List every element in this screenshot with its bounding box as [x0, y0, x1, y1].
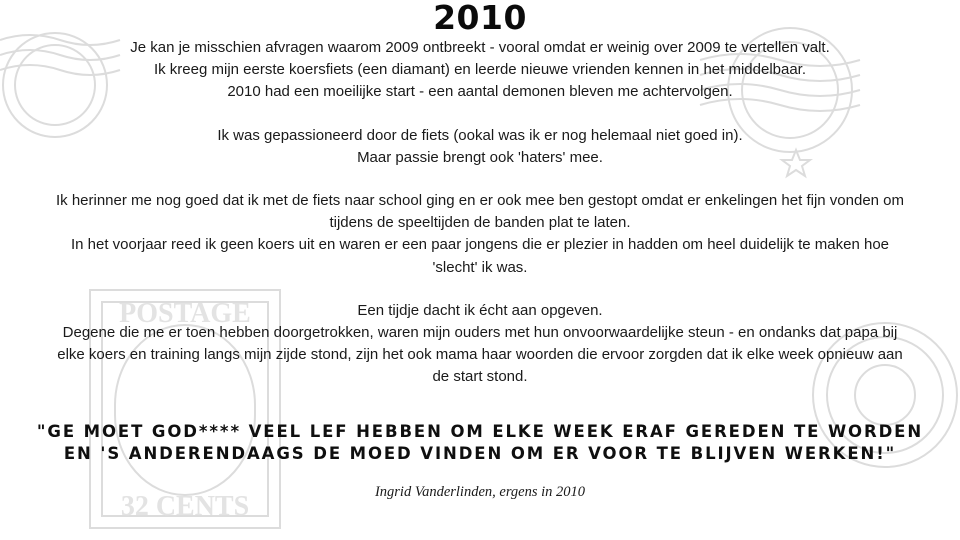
page-title: 2010	[433, 0, 527, 37]
text-line: Degene die me er toen hebben doorgetrokken, waren mijn ouders met hun onvoorwaardelijke steun - en ondanks dat papa bij	[62, 324, 898, 342]
stamp-bottom-label: 32 CENTS	[120, 491, 250, 522]
text-line: de start stond.	[432, 368, 528, 386]
quote-line: "GE MOET GOD**** VEEL LEF HEBBEN OM ELKE WEEK ERAF GEREDEN TE WORDEN	[36, 422, 924, 441]
text-line: Ik kreeg mijn eerste koersfiets (een diamant) en leerde nieuwe vrienden kennen in het middelbaar.	[153, 61, 807, 79]
story-body	[0, 37, 960, 389]
text-line: Een tijdje dacht ik écht aan opgeven.	[357, 301, 603, 319]
text-line: Ik was gepassioneerd door de fiets (ookal was ik er nog helemaal niet goed in).	[217, 126, 743, 144]
text-line: Ik herinner me nog goed dat ik met de fiets naar school ging en er ook mee ben gestopt omdat er enkelingen het fijn vonden om	[55, 192, 905, 210]
text-line: 'slecht' ik was.	[432, 258, 528, 276]
pull-quote	[0, 421, 960, 465]
text-line: In het voorjaar reed ik geen koers uit en waren er een paar jongens die er plezier in hadden om heel duidelijk te maken hoe	[70, 236, 889, 254]
quote-attribution: Ingrid Vanderlinden, ergens in 2010	[374, 484, 586, 500]
text-line: 2010 had een moeilijke start - een aantal demonen bleven me achtervolgen.	[227, 83, 733, 101]
quote-line: EN 'S ANDERENDAAGS DE MOED VINDEN OM ER VOOR TE BLIJVEN WERKEN!"	[63, 444, 897, 463]
paragraph-1	[0, 37, 960, 104]
stamp-top-label: POSTAGE	[119, 298, 251, 329]
paragraph-4	[0, 300, 960, 389]
text-line: Maar passie brengt ook 'haters' mee.	[357, 148, 603, 166]
paragraph-2	[0, 125, 960, 169]
text-line: Je kan je misschien afvragen waarom 2009 ontbreekt - vooral omdat er weinig over 2009 te vertellen valt.	[130, 39, 830, 56]
paragraph-3	[0, 190, 960, 279]
text-line: tijdens de speeltijden de banden plat te laten.	[329, 214, 631, 232]
text-line: elke koers en training langs mijn zijde stond, zijn het ook mama haar woorden die ervoor zorgden dat ik elke week opnieuw aan	[57, 346, 903, 364]
